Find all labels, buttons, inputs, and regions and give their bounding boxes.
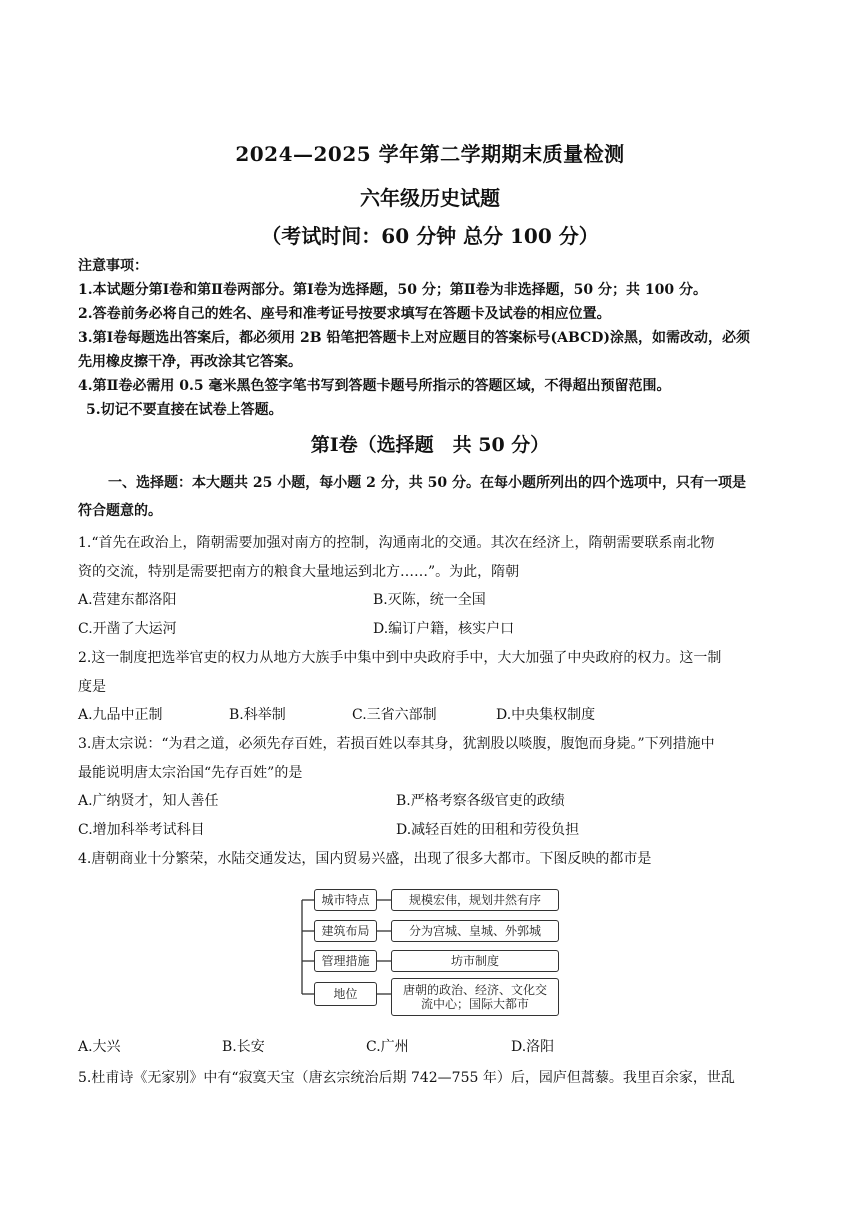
diagram-value: 规模宏伟，规划井然有序 xyxy=(391,889,559,911)
question-2-option-c: C.三省六部制 xyxy=(352,707,437,723)
question-1-option-a: A.营建东都洛阳 xyxy=(78,592,177,608)
diagram-label: 管理措施 xyxy=(314,950,377,972)
diagram-label: 城市特点 xyxy=(314,889,377,911)
question-2-option-d: D.中央集权制度 xyxy=(496,707,596,723)
question-3-option-d: D.减轻百姓的田租和劳役负担 xyxy=(396,822,580,838)
question-5-text: 5.杜甫诗《无家别》中有“寂寞天宝（唐玄宗统治后期 742—755 年）后，园庐但蒿藜。我里百余家，世乱 xyxy=(78,1070,735,1086)
exam-title: 2024—2025 学年第二学期期末质量检测 xyxy=(235,142,625,166)
question-3-text: 最能说明唐太宗治国“先存百姓”的是 xyxy=(78,765,303,781)
question-2-option-b: B.科举制 xyxy=(229,707,286,723)
diagram-value: 唐朝的政治、经济、文化交流中心；国际大都市 xyxy=(391,978,559,1016)
question-4-option-d: D.洛阳 xyxy=(511,1039,555,1055)
question-2-option-a: A.九品中正制 xyxy=(78,707,163,723)
note-item: 3.第Ⅰ卷每题选出答案后，都必须用 2B 铅笔把答题卡上对应题目的答案标号(ABCD)涂黑，如需改动，必须 xyxy=(78,330,750,346)
note-item: 先用橡皮擦干净，再改涂其它答案。 xyxy=(78,354,302,370)
question-3-option-b: B.严格考察各级官吏的政绩 xyxy=(396,793,565,809)
exam-subtitle: 六年级历史试题 xyxy=(360,186,500,210)
diagram-label: 建筑布局 xyxy=(314,920,377,942)
section-title: 第Ⅰ卷（选择题 共 50 分） xyxy=(310,434,550,456)
note-item: 5.切记不要直接在试卷上答题。 xyxy=(86,402,283,418)
notes-heading: 注意事项： xyxy=(78,258,148,274)
note-item: 2.答卷前务必将自己的姓名、座号和准考证号按要求填写在答题卡及试卷的相应位置。 xyxy=(78,306,611,322)
diagram-value: 分为宫城、皇城、外郭城 xyxy=(391,920,559,942)
question-1-text: 1.“首先在政治上，隋朝需要加强对南方的控制，沟通南北的交通。其次在经济上，隋朝需要联系南北物 xyxy=(78,535,715,551)
question-3-option-c: C.增加科举考试科目 xyxy=(78,822,205,838)
part-instructions: 符合题意的。 xyxy=(78,503,162,519)
question-3-text: 3.唐太宗说：“为君之道，必须先存百姓，若损百姓以奉其身，犹割股以啖腹，腹饱而身毙。”下列措施中 xyxy=(78,736,715,752)
diagram-value: 坊市制度 xyxy=(391,950,559,972)
question-4-text: 4.唐朝商业十分繁荣，水陆交通发达，国内贸易兴盛，出现了很多大都市。下图反映的都市是 xyxy=(78,851,652,867)
note-item: 4.第Ⅱ卷必需用 0.5 毫米黑色签字笔书写到答题卡题号所指示的答题区域，不得超出预留范围。 xyxy=(78,378,671,394)
question-1-option-b: B.灭陈，统一全国 xyxy=(373,592,486,608)
question-4-option-a: A.大兴 xyxy=(78,1039,121,1055)
note-item: 1.本试题分第Ⅰ卷和第Ⅱ卷两部分。第Ⅰ卷为选择题，50 分；第Ⅱ卷为非选择题，50 分；共 100 分。 xyxy=(78,282,707,298)
question-1-option-c: C.开凿了大运河 xyxy=(78,621,177,637)
question-4-option-c: C.广州 xyxy=(366,1039,409,1055)
question-4-option-b: B.长安 xyxy=(222,1039,265,1055)
question-3-option-a: A.广纳贤才，知人善任 xyxy=(78,793,219,809)
question-1-text: 资的交流，特别是需要把南方的粮食大量地运到北方……”。为此，隋朝 xyxy=(78,564,520,580)
diagram-label: 地位 xyxy=(314,982,377,1006)
question-2-text: 2.这一制度把选举官吏的权力从地方大族手中集中到中央政府手中，大大加强了中央政府的权力。这一制 xyxy=(78,650,722,666)
part-instructions: 一、选择题：本大题共 25 小题，每小题 2 分，共 50 分。在每小题所列出的四个选项中，只有一项是 xyxy=(108,475,746,491)
exam-info: （考试时间：60 分钟 总分 100 分） xyxy=(261,224,599,248)
question-1-option-d: D.编订户籍，核实户口 xyxy=(373,621,515,637)
question-2-text: 度是 xyxy=(78,679,106,695)
city-features-diagram xyxy=(298,884,563,1022)
